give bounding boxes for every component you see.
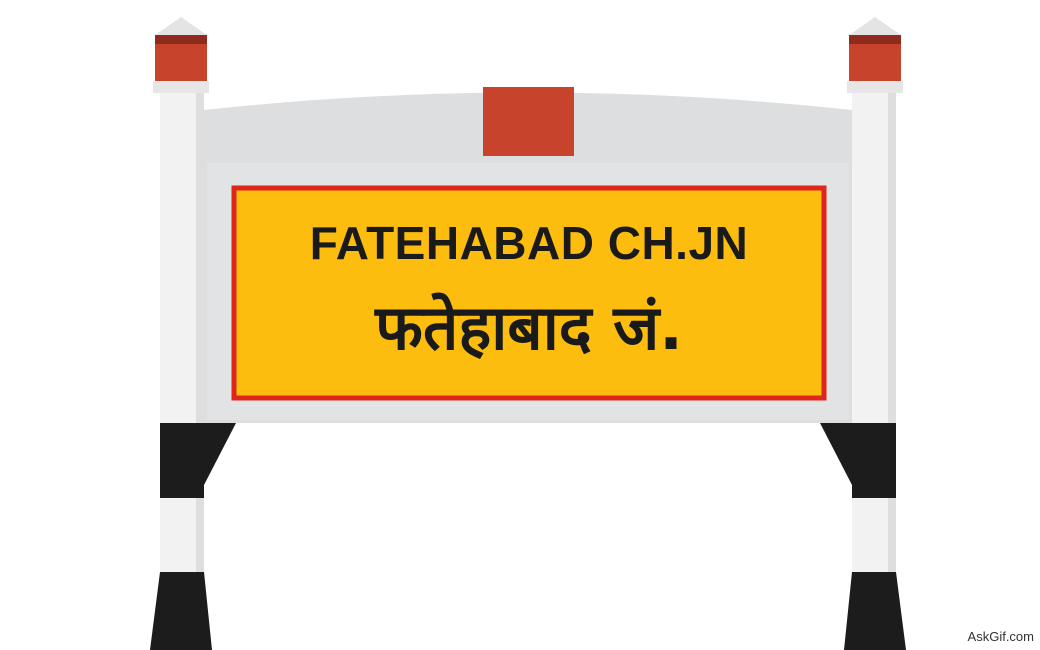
watermark: AskGif.com	[967, 629, 1034, 644]
right-post-cap-red-block	[849, 44, 901, 81]
right-post-black-foot	[844, 572, 906, 650]
left-post-white-band-shade	[196, 498, 204, 572]
right-post-collar	[847, 81, 903, 93]
station-name-hindi: फतेहाबाद जं.	[375, 291, 683, 364]
right-post-white-band-shade	[888, 498, 896, 572]
right-post-black-band-upper	[852, 423, 896, 498]
right-post-shaft-shade	[888, 93, 896, 423]
left-post-shaft-shade	[196, 93, 204, 423]
station-name-english: FATEHABAD CH.JN	[309, 217, 749, 269]
left-post-cap-dark-band	[155, 35, 207, 44]
sign-top-red-block	[483, 87, 574, 156]
right-post-brace	[820, 423, 852, 485]
right-post-cap-dark-band	[849, 35, 901, 44]
left-post-cap-red-block	[155, 44, 207, 81]
left-post-brace	[204, 423, 236, 485]
right-post-cap-roof	[849, 17, 901, 35]
left-post-black-foot	[150, 572, 212, 650]
left-post-black-band-upper	[160, 423, 204, 498]
left-post-cap-roof	[155, 17, 207, 35]
left-post-collar	[153, 81, 209, 93]
